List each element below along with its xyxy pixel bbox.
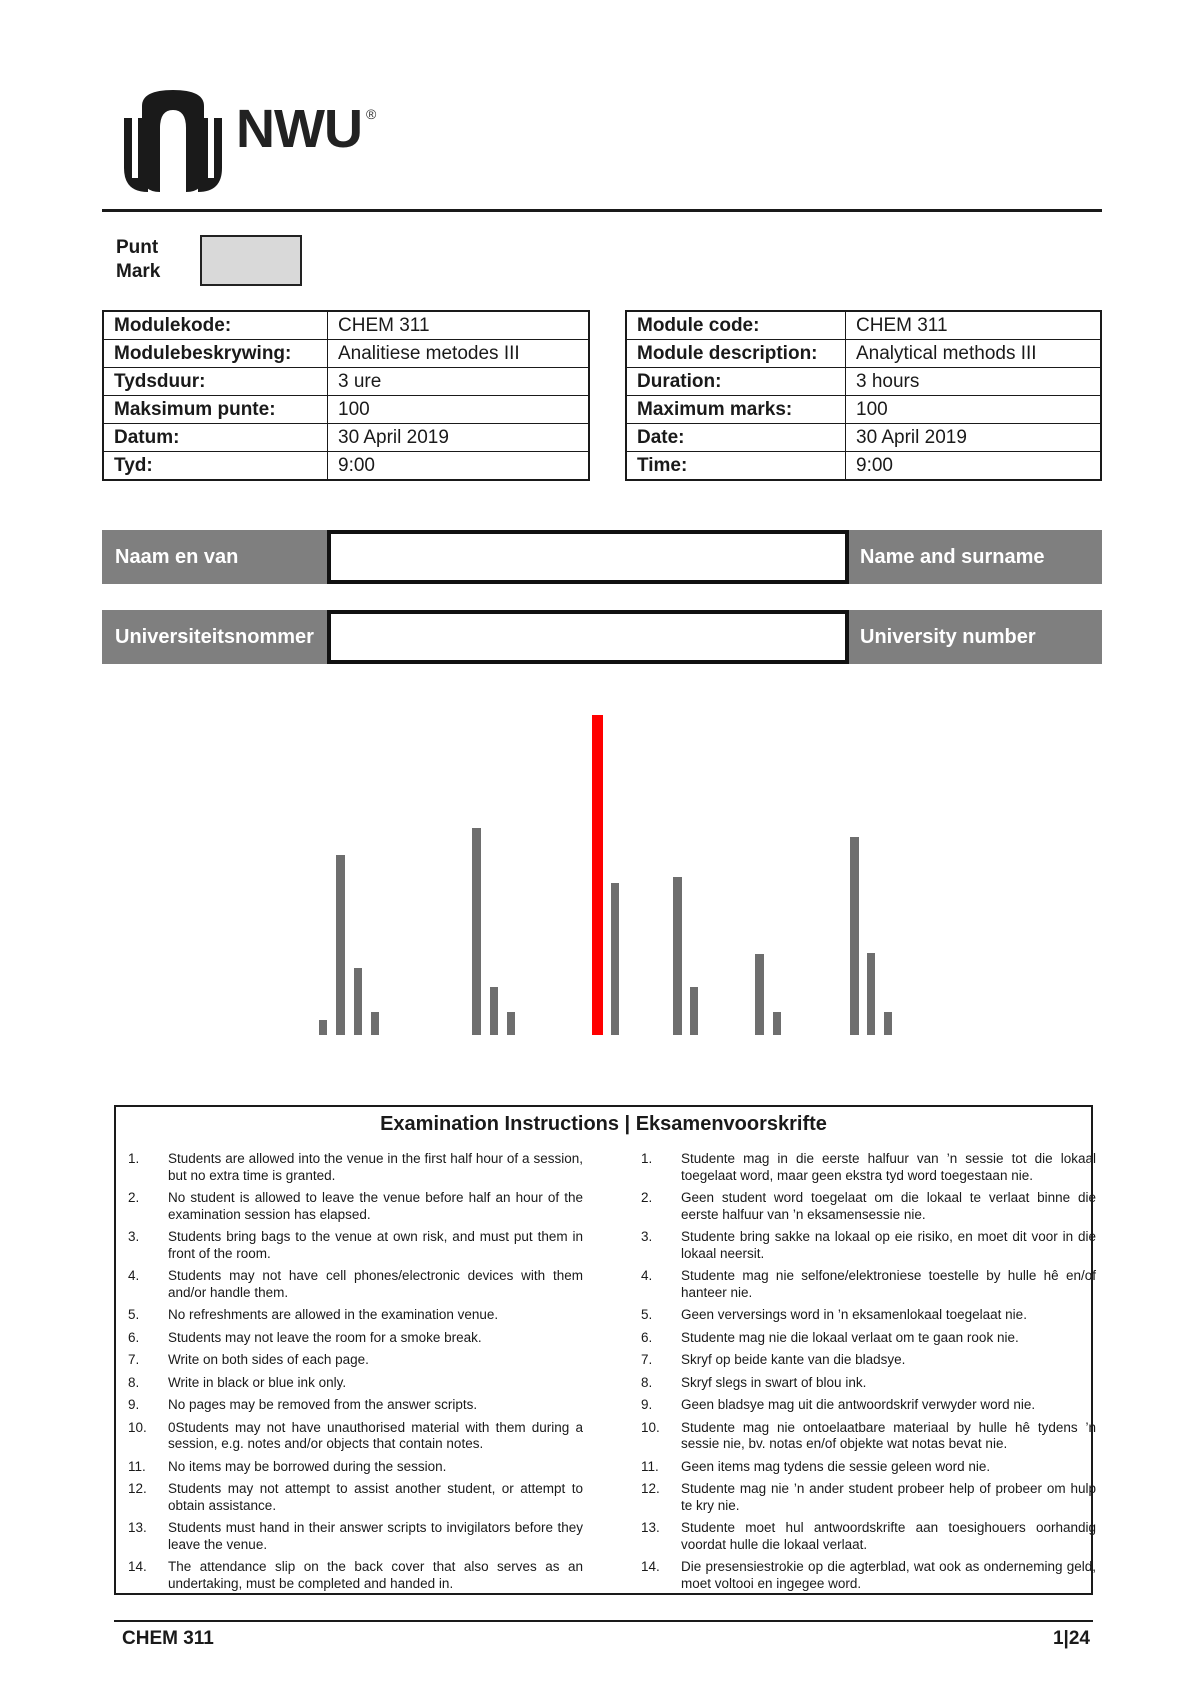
header-divider (102, 209, 1102, 212)
nwu-logo-icon (118, 88, 228, 198)
instruction-number: 6. (128, 1329, 140, 1345)
info-value: 100 (846, 396, 1102, 424)
instruction-item (641, 1190, 1096, 1223)
instruction-item (641, 1481, 1096, 1514)
info-value: 9:00 (328, 452, 590, 481)
info-row (626, 311, 1101, 340)
info-row (626, 452, 1101, 481)
instruction-number: 3. (641, 1229, 653, 1244)
instruction-number: 5. (641, 1307, 653, 1322)
instruction-number: 1. (641, 1151, 653, 1166)
instruction-text: The attendance slip on the back cover that also serves as an undertaking, must be completed and handed in. (168, 1559, 583, 1591)
info-label: Maximum marks: (626, 396, 846, 424)
info-value: CHEM 311 (328, 311, 590, 340)
instruction-text: Skryf op beide kante van die bladsye. (681, 1352, 906, 1367)
instruction-number: 7. (641, 1352, 653, 1367)
instruction-number: 4. (641, 1268, 653, 1283)
mark-label-en: Mark (116, 261, 161, 282)
mark-input-box[interactable] (200, 235, 302, 286)
instruction-item (641, 1559, 1096, 1592)
instruction-number: 5. (128, 1307, 140, 1322)
instruction-item (641, 1229, 1096, 1262)
footer-module-code: CHEM 311 (122, 1628, 214, 1649)
info-label: Duration: (626, 368, 846, 396)
instructions-title: Examination Instructions | Eksamenvoorskrifte (380, 1113, 827, 1135)
instruction-number: 10. (641, 1419, 660, 1435)
instruction-number: 8. (641, 1374, 653, 1390)
instruction-number: 2. (641, 1190, 653, 1205)
instruction-text: Students are allowed into the venue in the first half hour of a session, but no extra time is granted. (168, 1151, 583, 1183)
instruction-item (128, 1307, 583, 1324)
info-label: Datum: (103, 424, 328, 452)
instruction-number: 12. (128, 1481, 147, 1496)
instruction-number: 2. (128, 1190, 140, 1205)
instructions-english (128, 1151, 583, 1598)
scan-bar (336, 855, 345, 1035)
instruction-number: 14. (641, 1559, 660, 1574)
instruction-item (128, 1520, 583, 1553)
info-row (103, 368, 589, 396)
info-label: Time: (626, 452, 846, 481)
instruction-text: No student is allowed to leave the venue before half an hour of the examination session has elapsed. (168, 1190, 583, 1222)
instruction-text: Students bring bags to the venue at own risk, and must put them in front of the room. (168, 1229, 583, 1261)
info-value: 100 (328, 396, 590, 424)
number-label-en: University number (860, 626, 1036, 648)
instruction-text: Studente moet hul antwoordskrifte aan toesighouers oorhandig voordat hulle die lokaal verlaat. (681, 1520, 1096, 1552)
instruction-item (128, 1397, 583, 1414)
instruction-text: Students may not leave the room for a smoke break. (168, 1329, 482, 1345)
registered-mark: ® (366, 106, 377, 122)
instruction-item (128, 1481, 583, 1514)
info-row (626, 396, 1101, 424)
university-number-row (102, 610, 1102, 664)
instruction-number: 11. (641, 1458, 659, 1474)
examination-instructions (114, 1105, 1096, 1595)
instruction-text: Studente mag in die eerste halfuur van ’n sessie tot die lokaal toegelaat word, maar geen ekstra tyd word toegestaan nie. (681, 1151, 1096, 1183)
logo-wordmark: NWU (236, 99, 362, 159)
info-label: Modulekode: (103, 311, 328, 340)
mark-label-af: Punt (116, 237, 159, 258)
instruction-text: 0Students may not have unauthorised material with them during a session, e.g. notes and/or objects that contain notes. (168, 1419, 583, 1451)
scan-bar (507, 1012, 515, 1035)
instruction-item (128, 1459, 583, 1476)
info-row (626, 340, 1101, 368)
info-label: Modulebeskrywing: (103, 340, 328, 368)
instruction-item (128, 1268, 583, 1301)
instruction-number: 9. (641, 1397, 653, 1412)
info-label: Tyd: (103, 452, 328, 481)
name-surname-field[interactable] (327, 530, 849, 584)
instruction-number: 10. (128, 1419, 147, 1435)
info-row (103, 311, 589, 340)
instruction-text: Geen items mag tydens die sessie geleen word nie. (681, 1458, 991, 1474)
info-row (103, 340, 589, 368)
info-value: 30 April 2019 (328, 424, 590, 452)
instruction-text: Students may not attempt to assist another student, or attempt to obtain assistance. (168, 1481, 583, 1513)
instruction-number: 11. (128, 1458, 146, 1474)
scan-bar (690, 987, 698, 1035)
info-row (626, 424, 1101, 452)
instruction-number: 1. (128, 1151, 140, 1166)
scan-bar (850, 837, 859, 1035)
instruction-item (128, 1559, 583, 1592)
footer-divider (114, 1620, 1093, 1622)
info-row (103, 424, 589, 452)
scan-bar (867, 953, 875, 1035)
name-surname-row (102, 530, 1102, 584)
name-label-af: Naam en van (115, 546, 239, 568)
footer-page-number: 1|24 (1052, 1628, 1090, 1649)
instruction-number: 9. (128, 1397, 140, 1412)
instruction-number: 13. (128, 1520, 147, 1535)
instruction-item (641, 1307, 1096, 1324)
instruction-item (641, 1520, 1096, 1553)
instruction-text: Die presensiestrokie op die agterblad, wat ook as onderneming geld, moet voltooi en ingegee word. (681, 1559, 1096, 1591)
instruction-text: Write in black or blue ink only. (168, 1374, 347, 1390)
instruction-text: Skryf slegs in swart of blou ink. (681, 1374, 867, 1390)
instruction-text: Students must hand in their answer scripts to invigilators before they leave the venue. (168, 1520, 583, 1552)
instruction-text: Studente bring sakke na lokaal op eie risiko, en moet dit voor in die lokaal neersit. (681, 1229, 1096, 1261)
info-label: Maksimum punte: (103, 396, 328, 424)
scan-bar (472, 828, 481, 1035)
info-label: Module description: (626, 340, 846, 368)
scan-bar (773, 1012, 781, 1035)
instruction-text: No refreshments are allowed in the examination venue. (168, 1307, 499, 1322)
nwu-logo (118, 88, 388, 198)
instruction-item (128, 1420, 583, 1453)
instruction-item (641, 1151, 1096, 1184)
instruction-text: Studente mag nie ’n ander student probeer help of probeer om hulp te kry nie. (681, 1481, 1096, 1513)
info-value: 30 April 2019 (846, 424, 1102, 452)
scan-bar (673, 877, 682, 1035)
number-label-af: Universiteitsnommer (115, 626, 314, 648)
info-value: Analitiese metodes III (328, 340, 590, 368)
instruction-text: Write on both sides of each page. (168, 1352, 369, 1367)
instruction-text: Studente mag nie die lokaal verlaat om te gaan rook nie. (681, 1329, 1019, 1345)
instruction-number: 6. (641, 1329, 653, 1345)
instruction-item (128, 1190, 583, 1223)
university-number-field[interactable] (327, 610, 849, 664)
instruction-item (641, 1330, 1096, 1347)
info-value: 3 hours (846, 368, 1102, 396)
instruction-item (641, 1397, 1096, 1414)
instruction-number: 4. (128, 1268, 140, 1283)
scan-bar (755, 954, 764, 1035)
info-row (103, 396, 589, 424)
info-row (626, 368, 1101, 396)
name-label-en: Name and surname (860, 546, 1045, 568)
mark-label (116, 236, 160, 284)
instruction-item (128, 1375, 583, 1392)
instruction-text: Geen bladsye mag uit die antwoordskrif verwyder word nie. (681, 1397, 1036, 1412)
instructions-afrikaans (641, 1151, 1096, 1598)
instruction-number: 14. (128, 1559, 147, 1574)
module-info-english (625, 310, 1102, 481)
info-label: Module code: (626, 311, 846, 340)
instruction-number: 7. (128, 1352, 140, 1367)
instruction-item (641, 1459, 1096, 1476)
instruction-text: Geen student word toegelaat om die lokaal te verlaat binne die eerste halfuur van ’n eksamensessie nie. (681, 1190, 1096, 1222)
info-value: 3 ure (328, 368, 590, 396)
instruction-item (128, 1229, 583, 1262)
info-label: Date: (626, 424, 846, 452)
instruction-number: 12. (641, 1481, 660, 1496)
instruction-number: 3. (128, 1229, 140, 1244)
instruction-item (641, 1420, 1096, 1453)
instruction-text: No pages may be removed from the answer scripts. (168, 1397, 478, 1412)
scan-bar (319, 1020, 327, 1035)
instruction-text: Studente mag nie ontoelaatbare materiaal by hulle hê tydens ’n sessie nie, bv. notas en/of objekte wat notas bevat nie. (681, 1419, 1096, 1451)
scan-marker-graphic (0, 700, 1200, 1040)
info-value: Analytical methods III (846, 340, 1102, 368)
instruction-text: Students may not have cell phones/electronic devices with them and/or handle them. (168, 1268, 583, 1300)
scan-bar (490, 987, 498, 1035)
instruction-item (128, 1352, 583, 1369)
instruction-item (641, 1268, 1096, 1301)
instruction-item (128, 1151, 583, 1184)
scan-bar (371, 1012, 379, 1035)
instruction-text: Studente mag nie selfone/elektroniese toestelle by hulle hê en/of hanteer nie. (681, 1268, 1096, 1300)
instruction-number: 8. (128, 1374, 140, 1390)
instruction-number: 13. (641, 1520, 660, 1535)
scan-bar-red (592, 715, 603, 1035)
scan-bar (884, 1012, 892, 1035)
info-value: 9:00 (846, 452, 1102, 481)
module-info-afrikaans (102, 310, 590, 481)
instruction-item (641, 1352, 1096, 1369)
info-label: Tydsduur: (103, 368, 328, 396)
info-row (103, 452, 589, 481)
instruction-text: No items may be borrowed during the session. (168, 1458, 447, 1474)
info-value: CHEM 311 (846, 311, 1102, 340)
instruction-item (641, 1375, 1096, 1392)
scan-bar (354, 968, 362, 1035)
scan-bar (611, 883, 619, 1035)
instruction-text: Geen verversings word in ’n eksamenlokaal toegelaat nie. (681, 1307, 1027, 1322)
instruction-item (128, 1330, 583, 1347)
